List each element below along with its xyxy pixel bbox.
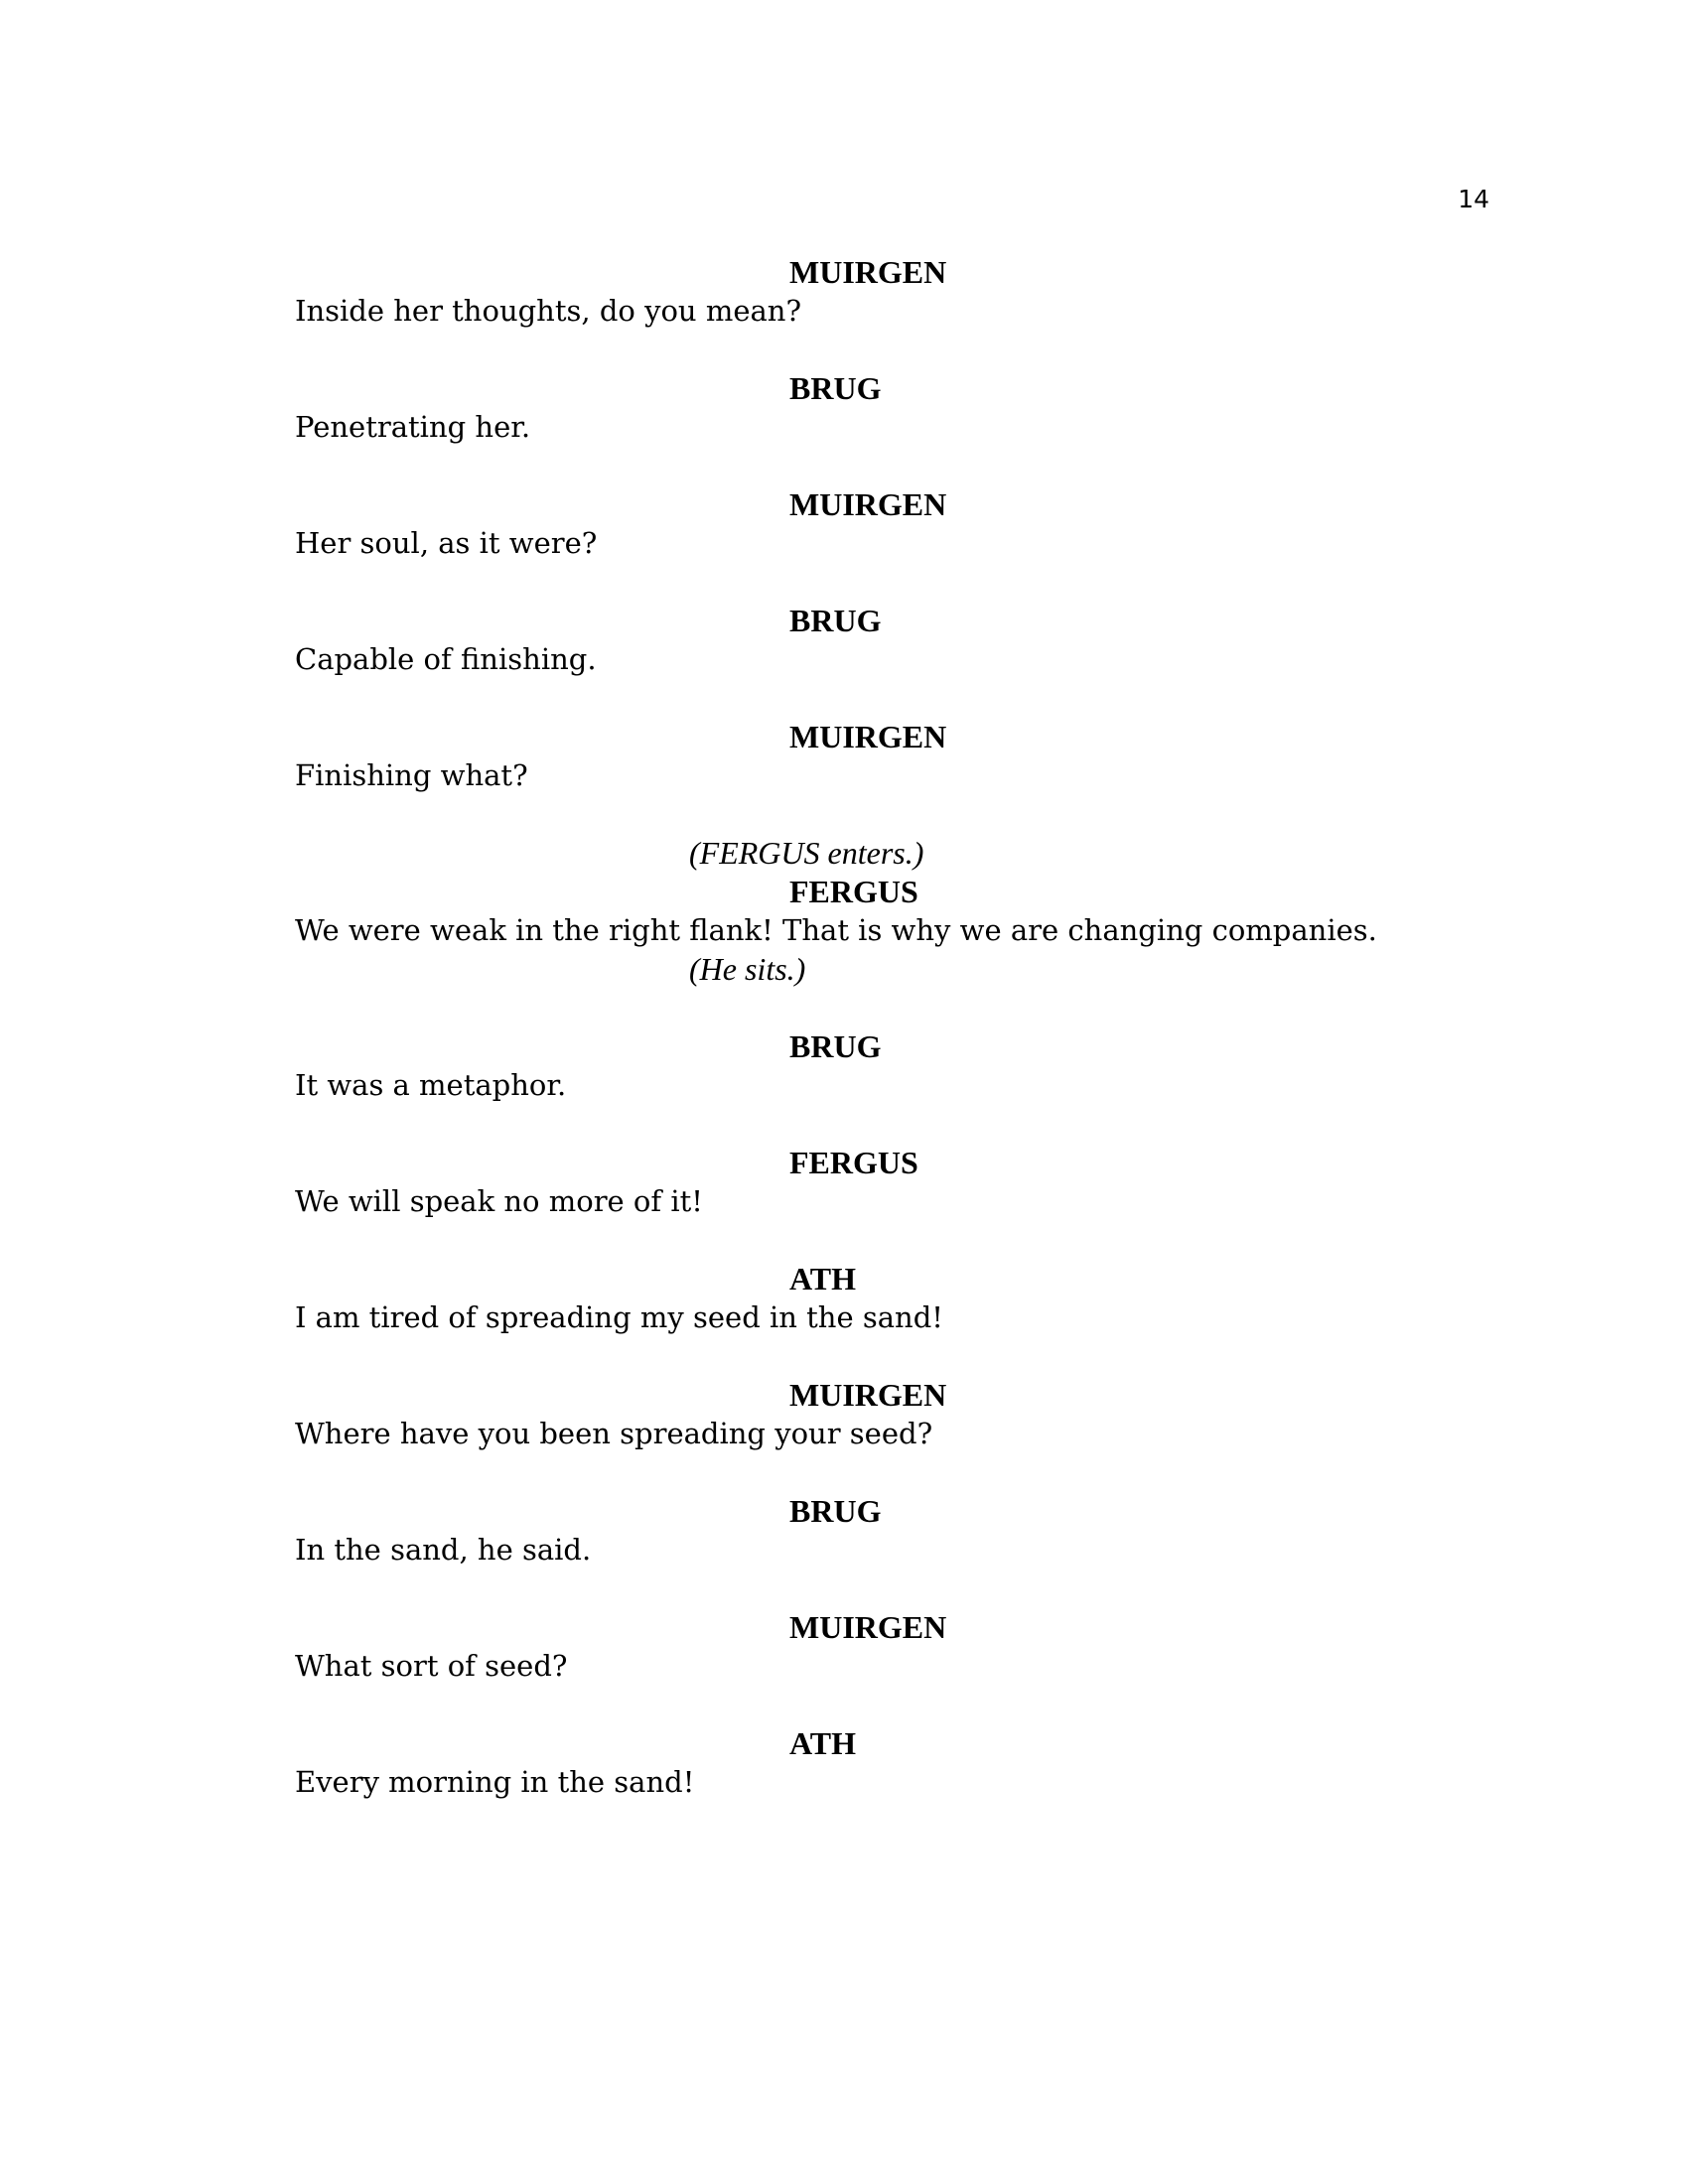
- character-name: MUIRGEN: [789, 1377, 947, 1413]
- line-spacer: [295, 1105, 1447, 1144]
- dialogue-line: Her soul, as it were?: [295, 526, 598, 560]
- dialogue-line: We will speak no more of it!: [295, 1184, 703, 1218]
- character-name: FERGUS: [789, 1145, 918, 1180]
- character-name: ATH: [789, 1261, 856, 1297]
- dialogue-line: Penetrating her.: [295, 410, 531, 444]
- dialogue-line: I am tired of spreading my seed in the sand!: [295, 1300, 943, 1334]
- dialogue-line: What sort of seed?: [295, 1649, 568, 1683]
- dialogue-line: Capable of finishing.: [295, 642, 597, 676]
- character-name: BRUG: [789, 370, 882, 406]
- character-name: FERGUS: [789, 874, 918, 909]
- line-spacer: [295, 563, 1447, 602]
- character-name: MUIRGEN: [789, 254, 947, 290]
- line-spacer: [295, 679, 1447, 718]
- dialogue-line: Finishing what?: [295, 758, 528, 792]
- page-number: 14: [1458, 185, 1489, 213]
- stage-direction: (FERGUS enters.): [689, 835, 924, 871]
- line-spacer: [295, 989, 1447, 1027]
- dialogue-line: In the sand, he said.: [295, 1533, 592, 1567]
- line-spacer: [295, 795, 1447, 834]
- stage-direction: (He sits.): [689, 951, 806, 987]
- line-spacer: [295, 447, 1447, 485]
- character-name: BRUG: [789, 603, 882, 638]
- line-spacer: [295, 331, 1447, 369]
- line-spacer: [295, 1686, 1447, 1724]
- line-spacer: [295, 1570, 1447, 1608]
- script-body: [295, 253, 1447, 1802]
- character-name: MUIRGEN: [789, 1609, 947, 1645]
- dialogue-line: Every morning in the sand!: [295, 1765, 695, 1799]
- line-spacer: [295, 1221, 1447, 1260]
- dialogue-line: Where have you been spreading your seed?: [295, 1417, 933, 1450]
- dialogue-line: Inside her thoughts, do you mean?: [295, 294, 801, 328]
- character-name: BRUG: [789, 1493, 882, 1529]
- character-name: ATH: [789, 1725, 856, 1761]
- dialogue-line: It was a metaphor.: [295, 1068, 567, 1102]
- line-spacer: [295, 1337, 1447, 1376]
- character-name: MUIRGEN: [789, 486, 947, 522]
- character-name: BRUG: [789, 1028, 882, 1064]
- line-spacer: [295, 1453, 1447, 1492]
- character-name: MUIRGEN: [789, 719, 947, 754]
- dialogue-line: We were weak in the right flank! That is why we are changing companies.: [295, 913, 1377, 947]
